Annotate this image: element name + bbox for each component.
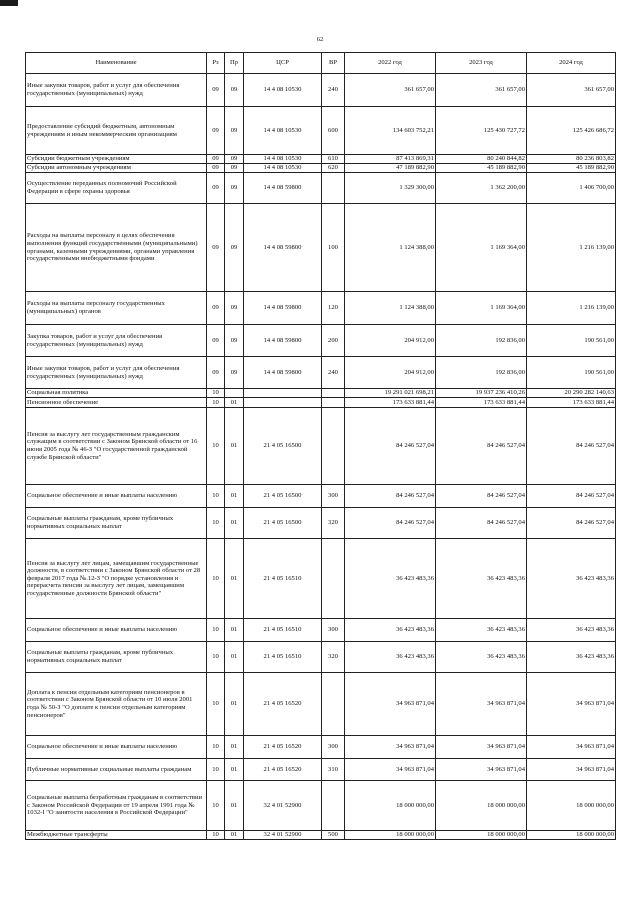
row-name: Иные закупки товаров, работ и услуг для обеспечения государственных (муниципальных) нужд [26,357,207,389]
row-rz: 09 [207,164,225,173]
row-value-2024: 84 246 527,04 [527,408,616,485]
row-value-2024: 84 246 527,04 [527,508,616,539]
row-value-2024: 20 290 282 140,63 [527,389,616,398]
table-row [26,619,616,642]
header-vr: ВР [322,53,345,74]
row-csr [244,398,322,408]
row-value-2022: 47 189 882,90 [345,164,436,173]
row-value-2022: 34 963 871,04 [345,673,436,736]
row-vr: 320 [322,508,345,539]
row-pr: 01 [225,831,244,840]
row-pr: 01 [225,642,244,673]
row-value-2023: 84 246 527,04 [436,485,527,508]
row-pr: 09 [225,204,244,292]
row-value-2024: 18 000 000,00 [527,831,616,840]
row-rz: 10 [207,831,225,840]
row-value-2022: 87 413 869,31 [345,155,436,164]
row-name: Пенсия за выслугу лет государственным гражданским служащим в соответствии с Законом Брянской области от 16 июня 2005 года № 46-З "О государственной гражданской службе Брянской области" [26,408,207,485]
row-value-2022: 84 246 527,04 [345,408,436,485]
row-name: Социальные выплаты гражданам, кроме публичных нормативных социальных выплат [26,642,207,673]
row-value-2023: 18 000 000,00 [436,831,527,840]
row-rz: 09 [207,107,225,155]
row-pr [225,389,244,398]
row-name: Социальное обеспечение и иные выплаты населению [26,619,207,642]
row-value-2023: 36 423 483,36 [436,642,527,673]
row-rz: 10 [207,673,225,736]
row-value-2024: 80 236 803,82 [527,155,616,164]
row-csr: 32 4 01 52900 [244,831,322,840]
row-value-2024: 190 561,00 [527,325,616,357]
table-row [26,398,616,408]
row-vr [322,539,345,619]
row-pr: 09 [225,107,244,155]
row-rz: 10 [207,408,225,485]
row-rz: 10 [207,781,225,831]
table-row [26,759,616,781]
table-row [26,74,616,107]
row-csr: 21 4 05 16520 [244,759,322,781]
row-value-2023: 34 963 871,04 [436,736,527,759]
row-pr: 01 [225,759,244,781]
row-name: Доплата к пенсии отдельным категориям пенсионеров в соответствии с Законом Брянской области от 10 июля 2001 года № 50-З "О доплате к пенсии отдельным категориям пенсионеров" [26,673,207,736]
row-rz: 10 [207,642,225,673]
row-pr: 09 [225,155,244,164]
header-year-2024: 2024 год [527,53,616,74]
header-year-2023: 2023 год [436,53,527,74]
row-csr: 14 4 08 59800 [244,292,322,325]
row-pr: 09 [225,164,244,173]
row-vr [322,408,345,485]
row-value-2024: 34 963 871,04 [527,736,616,759]
row-csr: 14 4 08 59800 [244,325,322,357]
row-name: Иные закупки товаров, работ и услуг для обеспечения государственных (муниципальных) нужд [26,74,207,107]
row-value-2022: 34 963 871,04 [345,736,436,759]
row-value-2022: 19 291 021 698,21 [345,389,436,398]
row-csr: 21 4 05 16520 [244,673,322,736]
table-row [26,389,616,398]
table-row [26,204,616,292]
row-name: Пенсионное обеспечение [26,398,207,408]
row-value-2023: 1 169 364,00 [436,292,527,325]
row-vr [322,398,345,408]
row-rz: 10 [207,736,225,759]
row-csr: 14 4 08 10530 [244,155,322,164]
table-row [26,831,616,840]
row-pr: 09 [225,325,244,357]
row-pr: 09 [225,292,244,325]
row-csr: 21 4 05 16500 [244,508,322,539]
row-value-2022: 36 423 483,36 [345,619,436,642]
row-name: Социальное обеспечение и иные выплаты населению [26,736,207,759]
row-vr: 310 [322,759,345,781]
row-value-2024: 84 246 527,04 [527,485,616,508]
row-vr: 300 [322,736,345,759]
row-value-2022: 361 657,00 [345,74,436,107]
row-pr: 01 [225,736,244,759]
row-name: Осуществление переданных полномочий Российской Федерации в сфере охраны здоровья [26,173,207,204]
row-name: Социальные выплаты безработным гражданам в соответствии с Законом Российской Федерации от 19 апреля 1991 года № 1032-I "О занятости населения в Российской Федерации" [26,781,207,831]
row-vr: 240 [322,357,345,389]
row-value-2022: 134 603 752,21 [345,107,436,155]
row-value-2022: 84 246 527,04 [345,485,436,508]
row-value-2024: 190 561,00 [527,357,616,389]
row-pr: 01 [225,408,244,485]
row-vr: 320 [322,642,345,673]
row-value-2024: 36 423 483,36 [527,619,616,642]
row-value-2023: 34 963 871,04 [436,673,527,736]
row-value-2023: 173 633 881,44 [436,398,527,408]
row-pr: 01 [225,539,244,619]
row-value-2023: 1 169 364,00 [436,204,527,292]
row-rz: 10 [207,759,225,781]
header-rz: Рз [207,53,225,74]
row-value-2023: 80 240 844,82 [436,155,527,164]
row-value-2022: 204 912,00 [345,357,436,389]
header-pr: Пр [225,53,244,74]
row-csr: 21 4 05 16500 [244,408,322,485]
row-value-2024: 1 216 139,00 [527,292,616,325]
row-value-2022: 204 912,00 [345,325,436,357]
row-value-2023: 192 836,00 [436,325,527,357]
row-value-2022: 18 000 000,00 [345,831,436,840]
row-value-2024: 34 963 871,04 [527,759,616,781]
row-name: Пенсия за выслугу лет лицам, замещавшим государственные должности, в соответствии с Законом Брянской области от 28 февраля 2017 года №.12-З "О порядке установления и перерасчета пенсии за выслугу лет лицам, замещавшим государственные должности Брянской области" [26,539,207,619]
scan-corner-mark [0,0,18,6]
row-value-2023: 84 246 527,04 [436,408,527,485]
row-value-2023: 36 423 483,36 [436,539,527,619]
row-vr: 600 [322,107,345,155]
row-csr: 14 4 08 59800 [244,357,322,389]
header-name: Наименование [26,53,207,74]
row-csr: 14 4 08 10530 [244,74,322,107]
row-rz: 09 [207,155,225,164]
row-csr: 21 4 05 16500 [244,485,322,508]
row-vr: 620 [322,164,345,173]
table-row [26,642,616,673]
row-value-2024: 1 406 700,00 [527,173,616,204]
row-csr: 14 4 08 59800 [244,173,322,204]
row-csr: 21 4 05 16510 [244,539,322,619]
row-name: Социальные выплаты гражданам, кроме публичных нормативных социальных выплат [26,508,207,539]
row-csr [244,389,322,398]
row-rz: 10 [207,508,225,539]
row-name: Расходы на выплаты персоналу в целях обеспечения выполнения функций государственными (муниципальными) органами, казенными учреждениями, органами управления государственными внебюджетными фондами [26,204,207,292]
row-value-2022: 84 246 527,04 [345,508,436,539]
row-pr: 01 [225,781,244,831]
row-rz: 09 [207,357,225,389]
row-value-2023: 1 362 200,00 [436,173,527,204]
row-name: Расходы на выплаты персоналу государственных (муниципальных) органов [26,292,207,325]
table-row [26,357,616,389]
row-value-2022: 36 423 483,36 [345,539,436,619]
row-value-2022: 34 963 871,04 [345,759,436,781]
table-row [26,736,616,759]
row-value-2022: 173 633 881,44 [345,398,436,408]
row-vr [322,673,345,736]
row-pr: 01 [225,485,244,508]
table-row [26,164,616,173]
row-value-2023: 36 423 483,36 [436,619,527,642]
row-value-2024: 125 426 686,72 [527,107,616,155]
row-vr [322,173,345,204]
row-pr: 09 [225,173,244,204]
table-row [26,292,616,325]
row-name: Межбюджетные трансферты [26,831,207,840]
table-row [26,155,616,164]
row-rz: 10 [207,539,225,619]
row-value-2023: 45 189 882,90 [436,164,527,173]
table-row [26,107,616,155]
table-row [26,325,616,357]
row-csr: 21 4 05 16510 [244,619,322,642]
row-name: Предоставление субсидий бюджетным, автономным учреждениям и иным некоммерческим организациям [26,107,207,155]
budget-table [25,52,616,840]
row-csr: 14 4 08 10530 [244,164,322,173]
row-value-2023: 84 246 527,04 [436,508,527,539]
table-row [26,539,616,619]
row-vr: 610 [322,155,345,164]
row-value-2024: 45 189 882,90 [527,164,616,173]
row-vr [322,781,345,831]
row-rz: 10 [207,389,225,398]
table-row [26,781,616,831]
row-vr: 240 [322,74,345,107]
row-csr: 21 4 05 16520 [244,736,322,759]
row-pr: 01 [225,508,244,539]
row-vr: 100 [322,204,345,292]
row-rz: 09 [207,74,225,107]
row-vr [322,389,345,398]
row-rz: 10 [207,398,225,408]
row-value-2024: 361 657,00 [527,74,616,107]
header-csr: ЦСР [244,53,322,74]
row-pr: 09 [225,357,244,389]
row-value-2022: 1 329 300,00 [345,173,436,204]
table-row [26,485,616,508]
table-row [26,408,616,485]
row-value-2022: 36 423 483,36 [345,642,436,673]
row-rz: 09 [207,325,225,357]
row-name: Закупка товаров, работ и услуг для обеспечения государственных (муниципальных) нужд [26,325,207,357]
table-header-row [26,53,616,74]
row-name: Субсидии бюджетным учреждениям [26,155,207,164]
row-value-2023: 192 836,00 [436,357,527,389]
row-vr: 300 [322,485,345,508]
row-value-2022: 1 124 388,00 [345,204,436,292]
row-csr: 14 4 08 10530 [244,107,322,155]
row-rz: 09 [207,292,225,325]
row-rz: 09 [207,204,225,292]
row-value-2024: 1 216 139,00 [527,204,616,292]
row-vr: 500 [322,831,345,840]
row-value-2023: 125 430 727,72 [436,107,527,155]
row-name: Субсидии автономным учреждениям [26,164,207,173]
row-pr: 01 [225,673,244,736]
row-value-2024: 18 000 000,00 [527,781,616,831]
row-pr: 01 [225,619,244,642]
row-value-2024: 173 633 881,44 [527,398,616,408]
row-rz: 09 [207,173,225,204]
table-row [26,173,616,204]
row-value-2022: 1 124 388,00 [345,292,436,325]
row-pr: 09 [225,74,244,107]
row-value-2024: 34 963 871,04 [527,673,616,736]
row-vr: 200 [322,325,345,357]
row-value-2023: 34 963 871,04 [436,759,527,781]
row-rz: 10 [207,485,225,508]
table-row [26,673,616,736]
header-year-2022: 2022 год [345,53,436,74]
row-csr: 32 4 01 52900 [244,781,322,831]
row-value-2023: 361 657,00 [436,74,527,107]
row-value-2024: 36 423 483,36 [527,539,616,619]
row-csr: 21 4 05 16510 [244,642,322,673]
row-value-2023: 18 000 000,00 [436,781,527,831]
row-vr: 300 [322,619,345,642]
row-name: Социальное обеспечение и иные выплаты населению [26,485,207,508]
page-number: 62 [316,36,324,43]
row-vr: 120 [322,292,345,325]
row-csr: 14 4 08 59800 [244,204,322,292]
row-value-2024: 36 423 483,36 [527,642,616,673]
row-name: Социальная политика [26,389,207,398]
table-row [26,508,616,539]
row-value-2023: 19 937 236 410,26 [436,389,527,398]
row-pr: 01 [225,398,244,408]
row-rz: 10 [207,619,225,642]
row-name: Публичные нормативные социальные выплаты гражданам [26,759,207,781]
row-value-2022: 18 000 000,00 [345,781,436,831]
